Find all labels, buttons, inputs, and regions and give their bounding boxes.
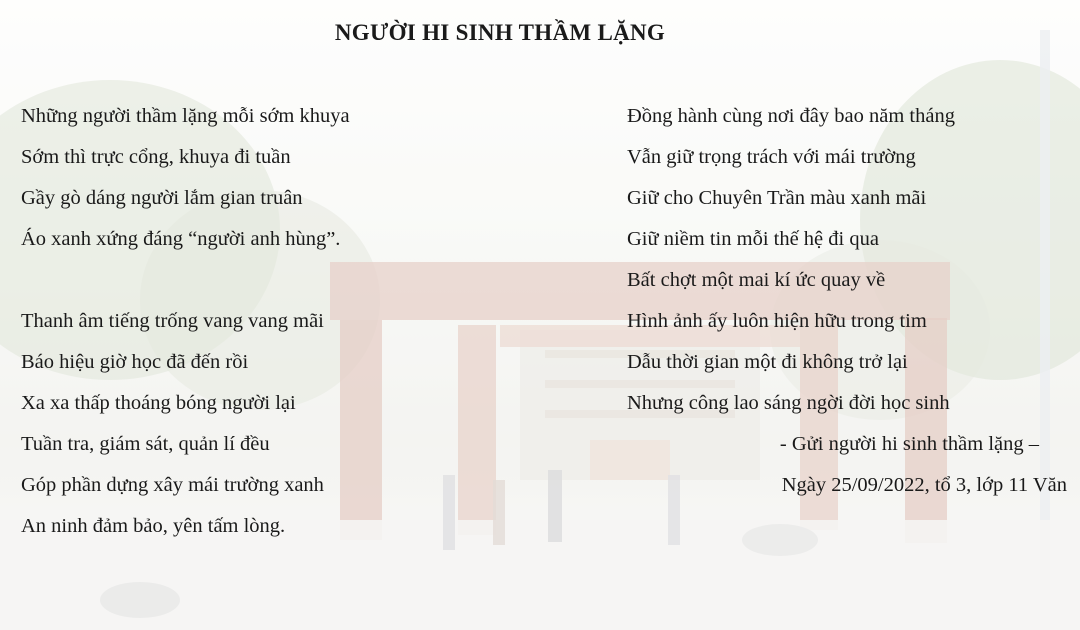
poem-line: Giữ niềm tin mỗi thế hệ đi qua [627, 228, 879, 250]
poem-line: Áo xanh xứng đáng “người anh hùng”. [21, 228, 341, 250]
poem-line: Góp phần dựng xây mái trường xanh [21, 474, 324, 496]
poem-line: An ninh đảm bảo, yên tấm lòng. [21, 515, 286, 537]
poem-line: Gầy gò dáng người lắm gian truân [21, 187, 303, 209]
poem-line: Những người thầm lặng mỗi sớm khuya [21, 105, 350, 127]
poem-line: Bất chợt một mai kí ức quay về [627, 269, 886, 291]
poem-line: Xa xa thấp thoáng bóng người lại [21, 392, 296, 414]
poem-line: Thanh âm tiếng trống vang vang mãi [21, 310, 324, 332]
dedication-line: - Gửi người hi sinh thầm lặng – [779, 433, 1039, 455]
poem-line: Đồng hành cùng nơi đây bao năm tháng [627, 105, 955, 127]
poem-line: Tuần tra, giám sát, quản lí đều [21, 433, 270, 455]
poem-left-column [21, 102, 350, 553]
poem-line: Sớm thì trực cổng, khuya đi tuần [21, 146, 291, 168]
poem-right-column [627, 102, 1067, 512]
stanza-gap [21, 266, 350, 307]
poem-line: Nhưng công lao sáng ngời đời học sinh [627, 392, 950, 414]
poem-line: Báo hiệu giờ học đã đến rồi [21, 351, 249, 373]
signature-line: Ngày 25/09/2022, tổ 3, lớp 11 Văn [781, 474, 1067, 496]
poem-line: Dẫu thời gian một đi không trở lại [627, 351, 908, 373]
poem-line: Hình ảnh ấy luôn hiện hữu trong tim [627, 310, 927, 332]
poem-line: Giữ cho Chuyên Trần màu xanh mãi [627, 187, 927, 209]
poem-line: Vẫn giữ trọng trách với mái trường [627, 146, 916, 168]
poem-title: NGƯỜI HI SINH THẦM LẶNG [334, 20, 666, 45]
